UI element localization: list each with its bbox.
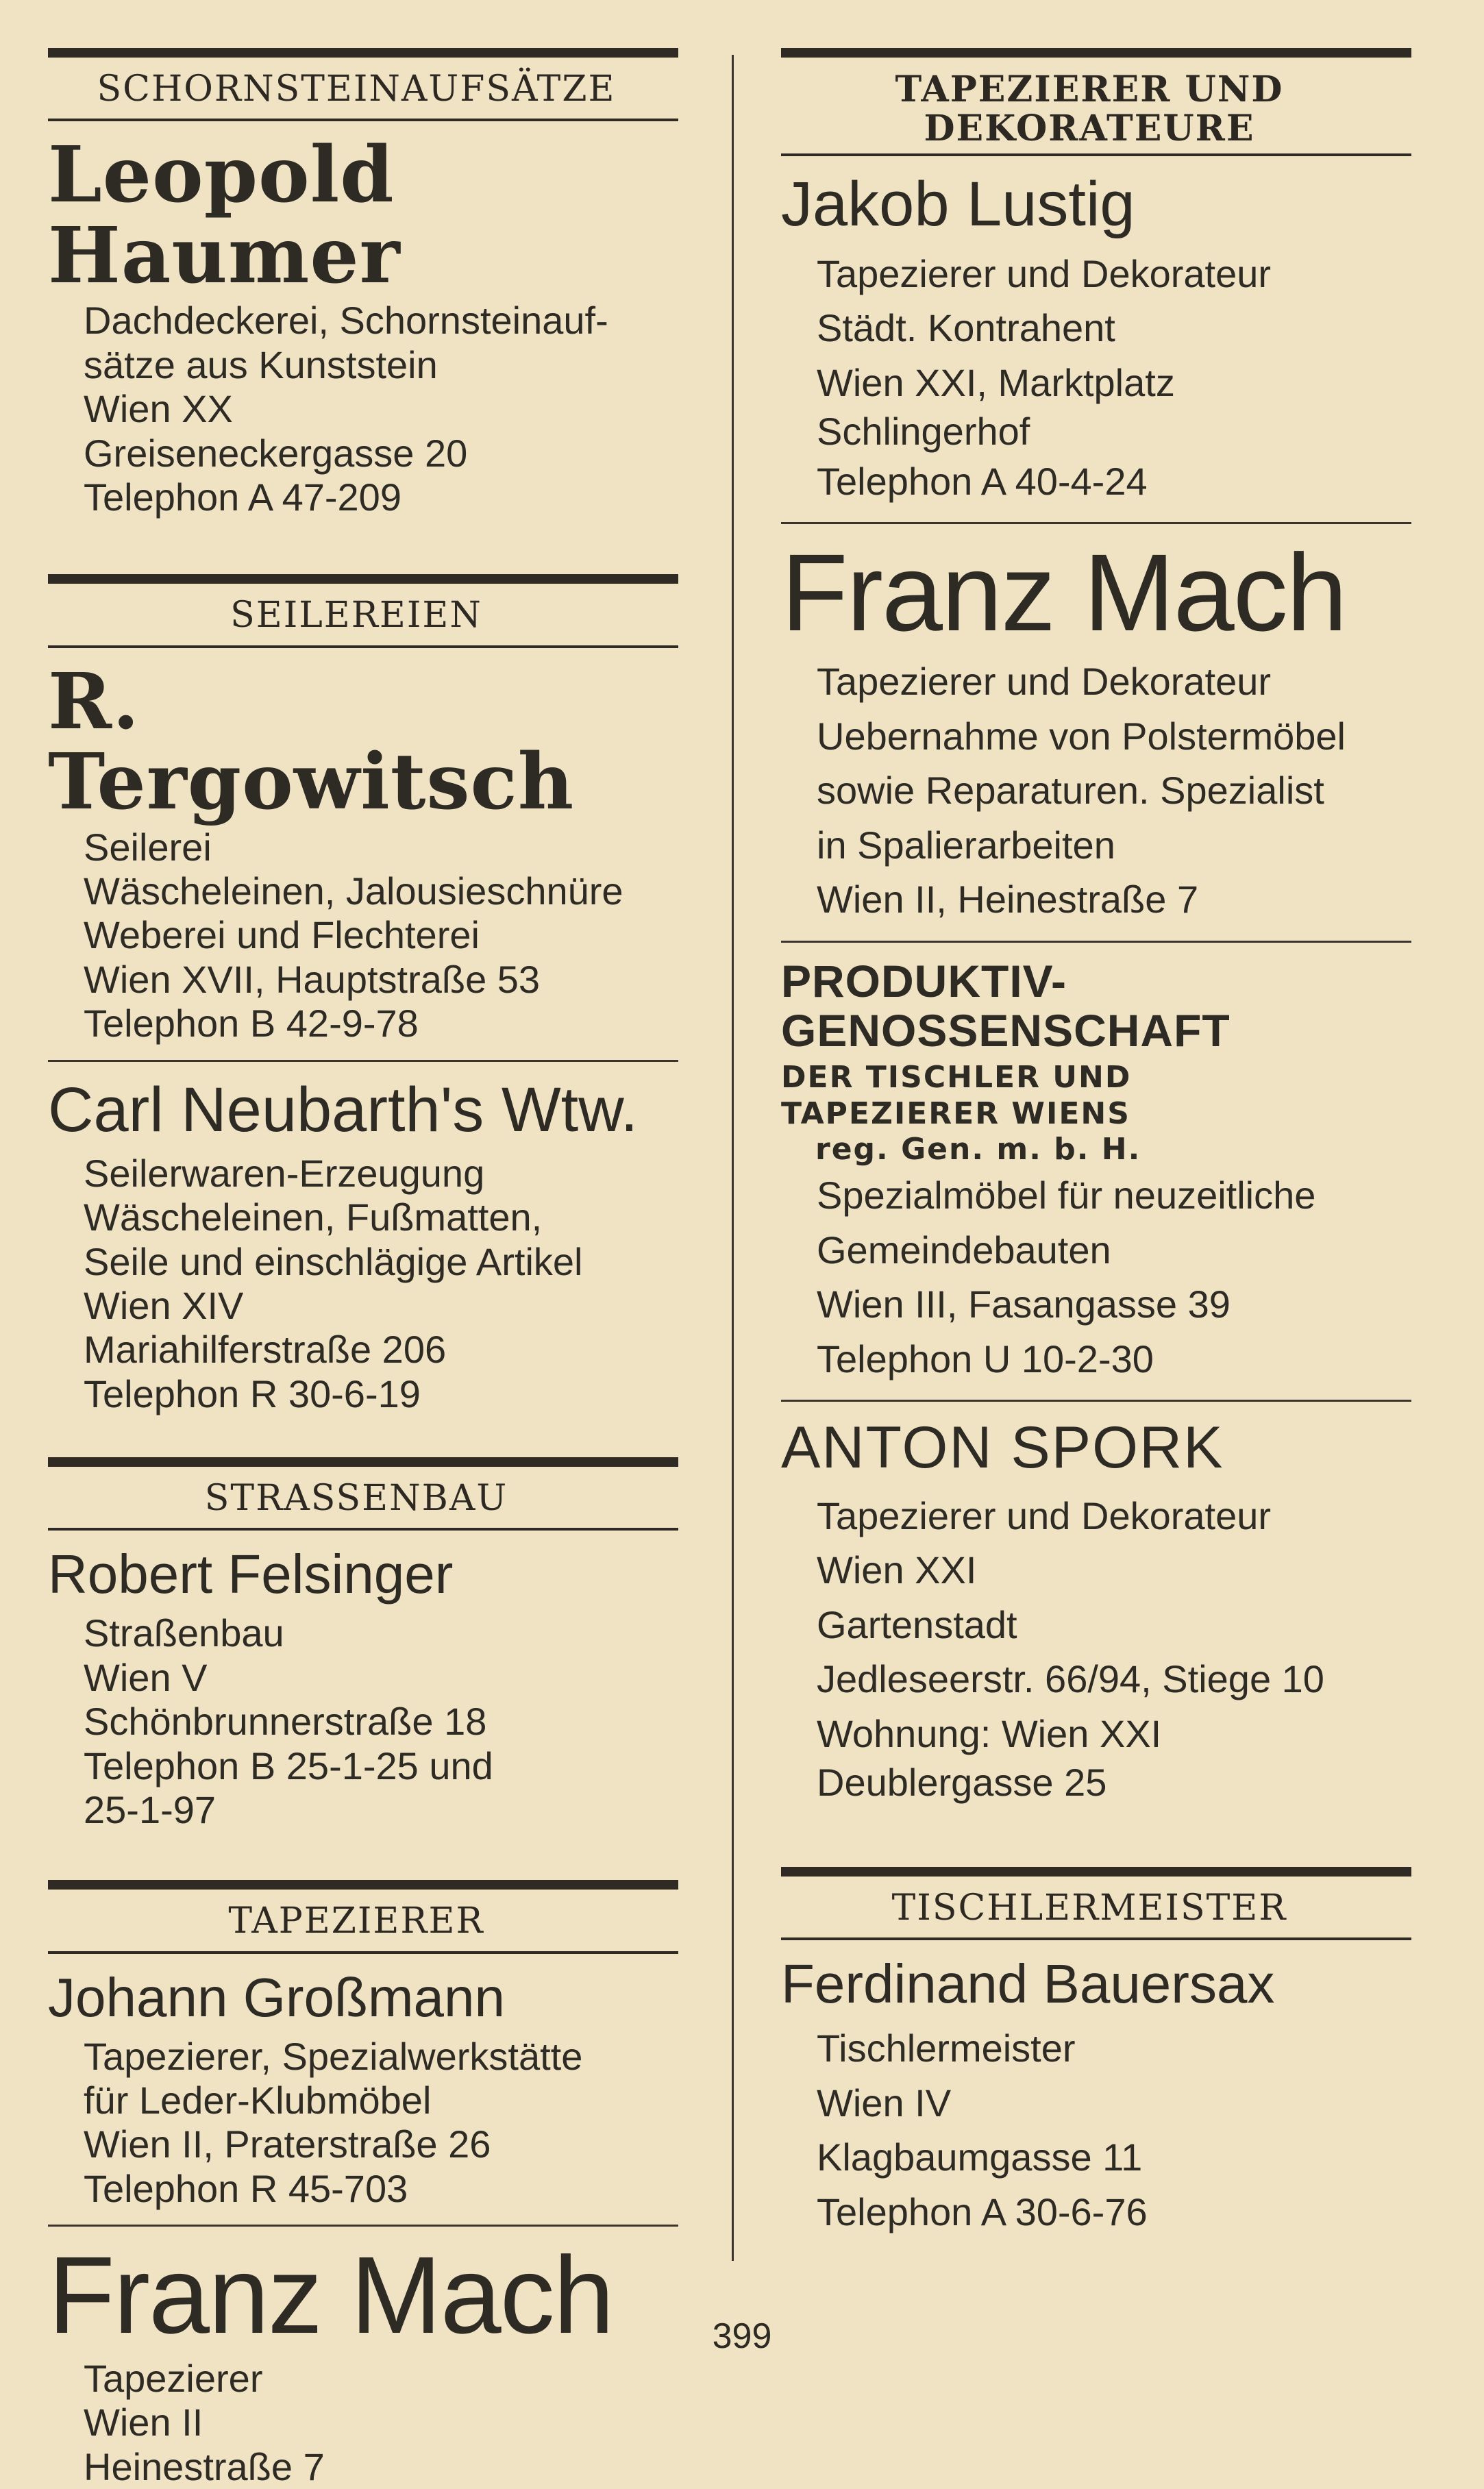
left-column (27, 48, 685, 2489)
section-title-line: TAPEZIERER UND (895, 69, 1284, 110)
entry-line: Telephon A 47-209 (84, 475, 401, 519)
entry-line: Telephon U 10-2-30 (817, 1337, 1154, 1380)
entry-line: Telephon B 25-1-25 und (84, 1744, 493, 1787)
entry-line: Wien II, Heinestraße 7 (817, 878, 1199, 921)
entry-line: Tapezierer und Dekorateur (817, 660, 1272, 704)
entry-name: Carl Neubarth's Wtw. (48, 1074, 639, 1145)
section-rule-thin (48, 1951, 678, 1954)
page-number: 399 (712, 2316, 772, 2356)
entry-name: ANTON SPORK (781, 1415, 1224, 1481)
entry-line: Wien II, Praterstraße 26 (84, 2122, 491, 2166)
entry-line: Jedleseerstr. 66/94, Stiege 10 (817, 1657, 1324, 1701)
entry-line: Wien IV (817, 2081, 952, 2125)
entry-line: Tapezierer und Dekorateur (817, 251, 1272, 295)
entry-line: für Leder-Klubmöbel (84, 2078, 432, 2122)
entry-line: Wien XXI (817, 1548, 977, 1592)
entry-name: Jakob Lustig (781, 169, 1135, 240)
entry-line: Tapezierer (84, 2357, 263, 2401)
entry-line: Wien V (84, 1655, 208, 1699)
section-title: STRASSENBAU (204, 1478, 508, 1520)
entry-name: Johann Großmann (48, 1966, 506, 2028)
entry-line: Telephon A 40-4-24 (817, 459, 1148, 503)
listing-entry (48, 656, 685, 1046)
listing-entry (781, 1954, 1418, 2239)
section-rule-thick (781, 1867, 1411, 1877)
section-rule-thin (48, 645, 678, 648)
entry-line: Tapezierer, Spezialwerkstätte (84, 2034, 583, 2078)
entry-name: Leopold Haumer (48, 130, 401, 301)
entry-name: Robert Felsinger (48, 1544, 454, 1605)
section-rule-thick (48, 48, 678, 58)
entry-line: Telephon B 42-9-78 (84, 1002, 419, 1045)
entry-line: Wien III, Fasangasse 39 (817, 1283, 1231, 1326)
entry-line: Wäscheleinen, Fußmatten, (84, 1196, 543, 1239)
entry-line: Klagbaumgasse 11 (817, 2135, 1143, 2179)
section-rule-thin (781, 153, 1411, 156)
entry-separator (781, 522, 1411, 524)
section-rule-thick (48, 574, 678, 584)
listing-entry (781, 956, 1418, 1387)
entry-line: Städt. Kontrahent (817, 306, 1115, 350)
entry-subtitle: DER TISCHLER UND (781, 1059, 1132, 1095)
entry-line: Heinestraße 7 (84, 2444, 325, 2488)
listing-entry (48, 1076, 685, 1417)
entry-separator (48, 1060, 678, 1062)
entry-line: Wohnung: Wien XXI (817, 1711, 1162, 1755)
entry-line: Straßenbau (84, 1611, 284, 1655)
entry-line: Uebernahme von Polstermöbel (817, 714, 1346, 758)
entry-line: Dachdeckerei, Schornsteinauf- (84, 299, 608, 343)
entry-line: Wien XIV (84, 1284, 244, 1328)
entry-line: sowie Reparaturen. Spezialist (817, 769, 1324, 813)
section-rule-thin (48, 1528, 678, 1531)
listing-entry (48, 1968, 685, 2212)
section-rule-thin (781, 1937, 1411, 1940)
entry-line: Greiseneckergasse 20 (84, 431, 468, 475)
entry-line: Spezialmöbel für neuzeitliche (817, 1174, 1316, 1217)
section-rule-thick (781, 48, 1411, 58)
entry-line: Wien XVII, Hauptstraße 53 (84, 957, 541, 1001)
section-title (760, 70, 1418, 148)
entry-line: Mariahilferstraße 206 (84, 1328, 447, 1372)
listing-entry (48, 130, 685, 519)
section-title: SCHORNSTEINAUFSÄTZE (97, 69, 616, 110)
entry-name-line: GENOSSENSCHAFT (781, 1005, 1231, 1056)
entry-subtitle: TAPEZIERER WIENS (781, 1095, 1130, 1131)
entry-line: Schönbrunnerstraße 18 (84, 1700, 487, 1744)
entry-separator (48, 2225, 678, 2227)
entry-line: Seile und einschlägige Artikel (84, 1239, 583, 1283)
entry-separator (781, 1400, 1411, 1402)
listing-entry (781, 170, 1418, 508)
section-rule-thick (48, 1880, 678, 1890)
section-title: SEILEREIEN (230, 595, 482, 636)
entry-line: Gemeindebauten (817, 1228, 1111, 1272)
section-rule-thick (48, 1457, 678, 1467)
right-column (760, 48, 1418, 2239)
entry-name: Ferdinand Bauersax (781, 1953, 1275, 2014)
entry-line: Telephon R 30-6-19 (84, 1372, 421, 1415)
entry-name-line: PRODUKTIV- (781, 955, 1067, 1006)
entry-line: 25-1-97 (84, 1787, 217, 1831)
listing-entry (48, 1544, 685, 1832)
entry-line: Telephon R 45-703 (84, 2166, 408, 2210)
entry-name: Franz Mach (48, 2233, 613, 2357)
entry-line: sätze aus Kunststein (84, 343, 438, 386)
entry-name: Franz Mach (781, 531, 1346, 654)
entry-line: Wien II (84, 2401, 203, 2444)
entry-line: Deublergasse 25 (817, 1761, 1107, 1805)
entry-line: Wäscheleinen, Jalousieschnüre (84, 869, 623, 913)
entry-line: Seilerei (84, 825, 212, 869)
entry-line: Wien XX (84, 387, 233, 431)
entry-line: Tapezierer und Dekorateur (817, 1494, 1272, 1537)
entry-line: Schlingerhof (817, 410, 1030, 454)
entry-line: Weberei und Flechterei (84, 913, 480, 957)
section-title: TISCHLERMEISTER (891, 1887, 1287, 1929)
entry-subtitle: reg. Gen. m. b. H. (815, 1132, 1141, 1167)
listing-entry (781, 531, 1418, 927)
listing-entry (48, 2233, 685, 2489)
entry-line: Tischlermeister (817, 2026, 1076, 2070)
entry-line: in Spalierarbeiten (817, 823, 1115, 867)
section-title-line: DEKORATEURE (924, 108, 1255, 150)
entry-line: Telephon A 30-6-76 (817, 2190, 1148, 2233)
section-title: TAPEZIERER (228, 1900, 484, 1942)
section-rule-thin (48, 119, 678, 121)
listing-entry (781, 1415, 1418, 1805)
entry-separator (781, 941, 1411, 943)
entry-line: Wien XXI, Marktplatz (817, 360, 1175, 404)
entry-line: Gartenstadt (817, 1602, 1017, 1646)
entry-name: R. Tergowitsch (48, 656, 575, 828)
entry-line: Seilerwaren-Erzeugung (84, 1151, 485, 1195)
column-divider (732, 55, 734, 2261)
